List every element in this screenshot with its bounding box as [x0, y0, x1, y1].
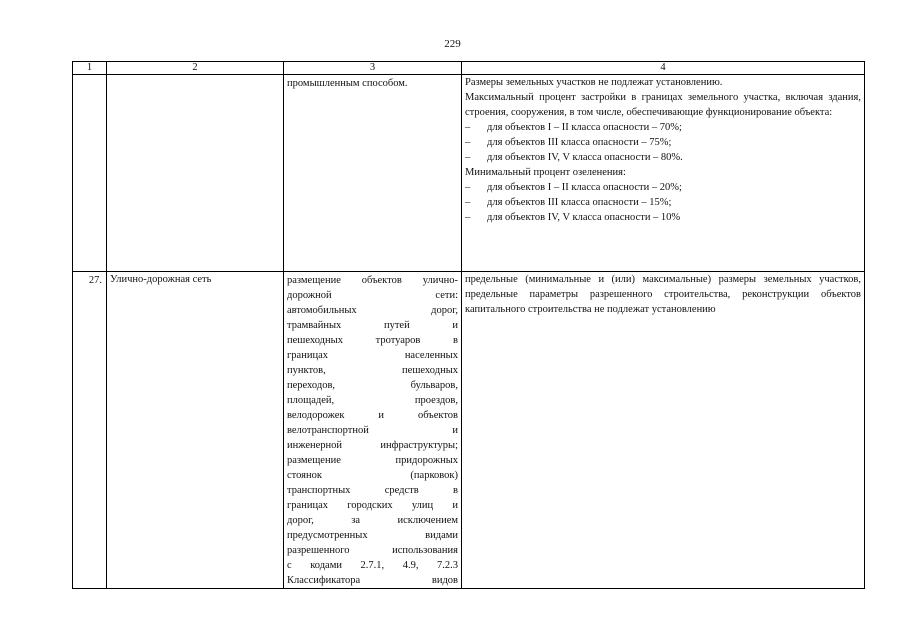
- cell-description: [284, 272, 462, 589]
- description-line: стоянок (парковок): [287, 470, 458, 481]
- dash-bullet: –: [465, 197, 471, 208]
- cell-description: [284, 75, 462, 272]
- cell-number: [73, 75, 107, 272]
- cell-name: Улично-дорожная сеть: [107, 272, 284, 589]
- description-text: промышленным способом.: [287, 78, 408, 89]
- description-line: велодорожек и объектов: [287, 410, 458, 421]
- description-line: Классификатора видов: [287, 575, 458, 586]
- description-line: площадей, проездов,: [287, 395, 458, 406]
- cell-number: 27.: [73, 272, 107, 589]
- description-line: пунктов, пешеходных: [287, 365, 458, 376]
- parameters-line: Минимальный процент озеленения:: [465, 167, 626, 178]
- description-line: трамвайных путей и: [287, 320, 458, 331]
- list-item: – для объектов IV, V класса опасности – 10%: [465, 212, 681, 223]
- dash-bullet: –: [465, 152, 471, 163]
- description-line: переходов, бульваров,: [287, 380, 458, 391]
- table-row: [73, 272, 865, 589]
- list-item: – для объектов III класса опасности – 15%;: [465, 197, 672, 208]
- parameters-paragraph: Максимальный процент застройки в границах земельного участка, включая здания, строения, сооружения, в том числе, обеспечивающие функционирование объекта:: [465, 92, 861, 118]
- description-line: дорог, за исключением: [287, 515, 458, 526]
- description-line: транспортных средств в: [287, 485, 458, 496]
- list-item: – для объектов I – II класса опасности – 70%;: [465, 122, 682, 133]
- regulations-table: [72, 61, 865, 589]
- parameters-line: Размеры земельных участков не подлежат установлению.: [465, 77, 723, 88]
- dash-bullet: –: [465, 212, 471, 223]
- description-text: [287, 272, 458, 588]
- description-line: с кодами 2.7.1, 4.9, 7.2.3: [287, 560, 458, 571]
- column-header-4: 4: [462, 62, 865, 75]
- description-line: инженерной инфраструктуры;: [287, 440, 458, 451]
- description-line: разрешенного использования: [287, 545, 458, 556]
- description-line: границах населенных: [287, 350, 458, 361]
- dash-bullet: –: [465, 182, 471, 193]
- cell-name: [107, 75, 284, 272]
- list-item: – для объектов I – II класса опасности – 20%;: [465, 182, 682, 193]
- dash-bullet: –: [465, 122, 471, 133]
- description-line: дорожной сети:: [287, 290, 458, 301]
- table-header-row: [73, 62, 865, 75]
- list-item: – для объектов III класса опасности – 75%;: [465, 137, 672, 148]
- description-line: пешеходных тротуаров в: [287, 335, 458, 346]
- description-line: размещение придорожных: [287, 455, 458, 466]
- description-line: размещение объектов улично-: [287, 275, 458, 286]
- list-item: – для объектов IV, V класса опасности – 80%.: [465, 152, 683, 163]
- description-line: предусмотренных видами: [287, 530, 458, 541]
- page-number: 229: [444, 38, 461, 50]
- column-header-2: 2: [107, 62, 284, 75]
- cell-parameters: предельные (минимальные и (или) максимальные) размеры земельных участков, предельные параметры разрешенного строительства, реконструкции объектов капитального строительства не подлежат установлению: [462, 272, 865, 589]
- table-row: [73, 75, 865, 272]
- dash-bullet: –: [465, 137, 471, 148]
- column-header-1: 1: [73, 62, 107, 75]
- description-line: границах городских улиц и: [287, 500, 458, 511]
- column-header-3: 3: [284, 62, 462, 75]
- description-line: автомобильных дорог,: [287, 305, 458, 316]
- description-line: велотранспортной и: [287, 425, 458, 436]
- cell-parameters: [462, 75, 865, 272]
